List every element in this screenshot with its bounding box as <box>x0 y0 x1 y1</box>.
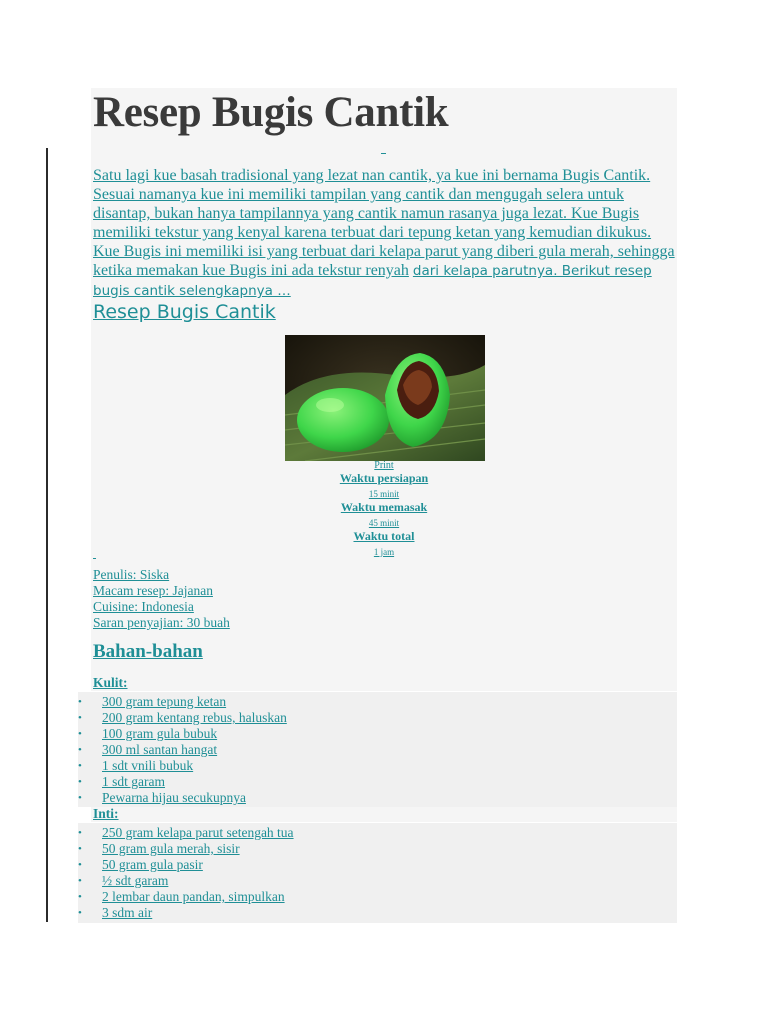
bullet-icon: • <box>78 843 82 855</box>
bullet-icon: • <box>78 696 82 708</box>
list-item[interactable]: • ½ sdt garam <box>78 873 169 888</box>
bullet-icon: • <box>78 875 82 887</box>
total-time-label[interactable]: Waktu total <box>353 529 415 543</box>
list-item[interactable]: • 300 ml santan hangat <box>78 742 218 757</box>
list-item[interactable]: • 1 sdt garam <box>78 774 165 789</box>
left-margin-rule <box>46 148 48 922</box>
bullet-icon: • <box>78 907 82 919</box>
list-item[interactable]: • 200 gram kentang rebus, haluskan <box>78 710 287 725</box>
total-time-value[interactable]: 1 jam <box>373 547 395 557</box>
list-item[interactable]: • 50 gram gula merah, sisir <box>78 841 240 856</box>
bullet-icon: • <box>78 728 82 740</box>
ingredient-list-inti <box>78 825 294 921</box>
bullet-icon: • <box>78 891 82 903</box>
list-item[interactable]: • 2 lembar daun pandan, simpulkan <box>78 889 285 904</box>
prep-time-label[interactable]: Waktu persiapan <box>339 471 429 485</box>
list-item[interactable]: • 50 gram gula pasir <box>78 857 203 872</box>
list-item[interactable]: • Pewarna hijau secukupnya <box>78 790 246 805</box>
bugis-cake-image <box>285 335 485 461</box>
page-title: Resep Bugis Cantik <box>93 89 449 136</box>
bullet-icon: • <box>78 827 82 839</box>
anchor-link[interactable] <box>93 558 96 559</box>
bullet-icon: • <box>78 792 82 804</box>
serving-info[interactable]: Saran penyajian: 30 buah <box>93 615 230 630</box>
bullet-icon: • <box>78 776 82 788</box>
anchor-link[interactable] <box>381 153 386 154</box>
list-item[interactable]: • 3 sdm air <box>78 905 153 920</box>
bullet-icon: • <box>78 760 82 772</box>
bullet-icon: • <box>78 744 82 756</box>
intro-read-more[interactable]: dari kelapa parutnya. Berikut resep bugis cantik selengkapnya … <box>93 263 652 299</box>
list-item[interactable]: • 100 gram gula bubuk <box>78 726 218 741</box>
list-item[interactable]: • 300 gram tepung ketan <box>78 694 227 709</box>
ingredient-list-kulit <box>78 694 287 806</box>
print-link[interactable]: Print <box>374 460 394 471</box>
list-item[interactable]: • 1 sdt vnili bubuk <box>78 758 194 773</box>
intro-text[interactable]: Satu lagi kue basah tradisional yang lezat nan cantik, ya kue ini bernama Bugis Cantik. Sesuai namanya kue ini memiliki tampilan yang cantik dan mengugah selera untuk disantap, bukan hanya tampilannya yang cantik namun rasanya juga lezat. Kue Bugis memiliki tekstur yang kenyal karena terbuat dari tepung ketan yang kemudian dikukus. Kue Bugis ini memiliki isi yang terbuat dari kelapa parut yang diberi gula merah, sehingga ketika memakan kue Bugis ini ada tekstur renyah <box>93 167 675 279</box>
prep-time-value[interactable]: 15 minit <box>368 489 400 499</box>
list-item[interactable]: • 250 gram kelapa parut setengah tua <box>78 825 294 840</box>
recipe-type-info[interactable]: Macam resep: Jajanan <box>93 583 213 598</box>
ingredient-group-kulit[interactable]: Kulit: <box>93 675 128 690</box>
cook-time-value[interactable]: 45 minit <box>368 518 400 528</box>
ingredient-group-inti[interactable]: Inti: <box>93 806 119 821</box>
recipe-photo <box>285 335 485 461</box>
cuisine-info[interactable]: Cuisine: Indonesia <box>93 599 194 614</box>
bullet-icon: • <box>78 712 82 724</box>
intro-paragraph[interactable] <box>93 166 677 301</box>
author-info[interactable]: Penulis: Siska <box>93 567 170 582</box>
cook-time-label[interactable]: Waktu memasak <box>340 500 428 514</box>
bullet-icon: • <box>78 859 82 871</box>
recipe-heading-link[interactable]: Resep Bugis Cantik <box>93 301 276 323</box>
ingredients-title[interactable]: Bahan-bahan <box>93 641 203 662</box>
